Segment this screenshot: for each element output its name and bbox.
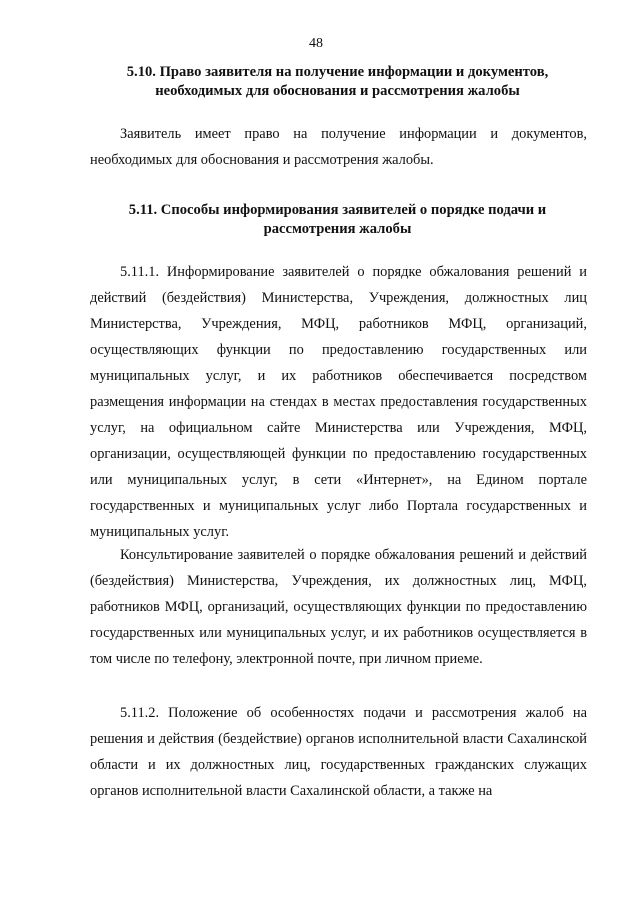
section-5-11-1-paragraph: 5.11.1. Информирование заявителей о порядке обжалования решений и действий (бездействия) Министерства, Учреждения, должностных лиц Министерства, Учреждения, МФЦ, работников МФЦ, организаций, осуществляющих функции по предоставлению государственных или муниципальных услуг, и их работников обеспечивается посредством размещения информации на стендах в местах предоставления государственных услуг, на официальном сайте Министерства или Учреждения, МФЦ, организации, осуществляющей функции по предоставлению государственных или муниципальных услуг, в сети «Интернет», на Едином портале государственных и муниципальных услуг либо Портала государственных и муниципальных услуг. [90,264,587,540]
heading-line: 5.10. Право заявителя на получение информации и документов, [126,64,549,80]
page-number: 48 [309,36,323,51]
heading-line: рассмотрения жалобы [263,221,412,237]
consulting-paragraph: Консультирование заявителей о порядке обжалования решений и действий (бездействия) Министерства, Учреждения, их должностных лиц, МФЦ, работников МФЦ, организаций, осуществляющих функции по предоставлению государственных или муниципальных услуг, и их работников осуществляется в том числе по телефону, электронной почте, при личном приеме. [90,547,587,667]
section-5-11-2-paragraph: 5.11.2. Положение об особенностях подачи и рассмотрения жалоб на решения и действия (бездействие) органов исполнительной власти Сахалинской области и их должностных лиц, государственных гражданских служащих органов исполнительной власти Сахалинской области, а также на [90,705,587,799]
section-5-10-heading [90,63,585,101]
heading-line: необходимых для обоснования и рассмотрения жалобы [155,83,520,99]
section-5-11-heading [90,201,585,239]
heading-line: 5.11. Способы информирования заявителей о порядке подачи и [128,202,547,218]
section-5-10-paragraph: Заявитель имеет право на получение информации и документов, необходимых для обоснования и рассмотрения жалобы. [90,126,587,168]
